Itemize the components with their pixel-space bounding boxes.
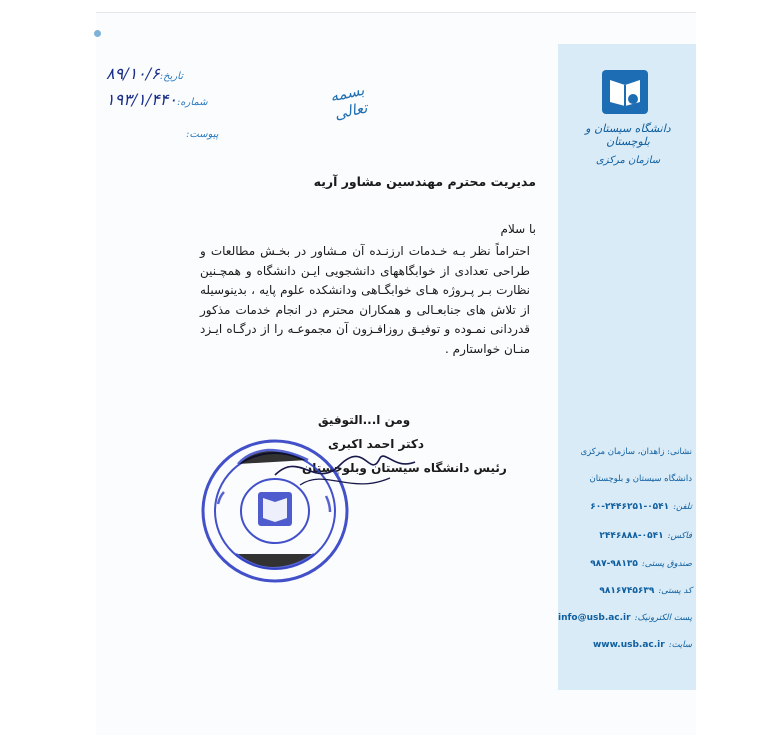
website-value: www.usb.ac.ir bbox=[592, 640, 665, 650]
number-row bbox=[100, 90, 208, 109]
phone-row bbox=[562, 502, 692, 512]
pobox-label: صندوق پستی: bbox=[641, 559, 692, 569]
date-value: ۸۹/۱۰/۶ bbox=[106, 64, 160, 83]
signer-name: دکتر احمد اکبری bbox=[328, 437, 425, 451]
postcode-label: کد پستی: bbox=[658, 586, 692, 596]
email-label: پست الکترونیک: bbox=[634, 613, 692, 623]
postcode-value: ۹۸۱۶۷۴۵۶۳۹ bbox=[599, 586, 655, 596]
handwritten-signature bbox=[270, 440, 420, 500]
letter-body: احتراماً نظر بـه خـدمات ارزنـده آن مـشاور در بخـش مطالعات و طراحی تعدادی از خوابگاههای دانشجویی ایـن دانشگاه و همچـنین نظارت بـر پـروژه هـای خوابگـاهی ودانشکده علوم پایه ، بدینوسیله از تلاش های جنابعـالی و همکاران محترم در انجام خدمات مذکور قدردانی نمـوده و توفیـق روزافـزون آن مجموعـه را از درگـاه ایـزد منـان خواستارم . bbox=[200, 244, 530, 356]
email-row bbox=[558, 613, 692, 623]
address-line-2: دانشگاه سیستان و بلوچستان bbox=[589, 474, 692, 484]
attachment-label: پیوست: bbox=[186, 129, 219, 140]
greeting: با سلام bbox=[500, 222, 536, 236]
number-value: ۱۹۳/۱/۴۴۰ bbox=[106, 90, 177, 109]
website-row bbox=[562, 640, 692, 650]
university-name: دانشگاه سیستان و بلوچستان bbox=[585, 122, 671, 148]
basmala: بسمه تعالی bbox=[328, 80, 369, 124]
date-row bbox=[100, 64, 183, 83]
email-value: info@usb.ac.ir bbox=[558, 613, 631, 623]
address-line-1: نشانی: زاهدان، سازمان مرکزی bbox=[580, 447, 692, 457]
binder-hole-mark bbox=[94, 30, 101, 37]
signer-title: رئیس دانشگاه سیستان وبلوچستان bbox=[302, 461, 507, 475]
attachment-row bbox=[186, 122, 219, 141]
pobox-value: ۹۸۱۳۵-۹۸۷ bbox=[590, 559, 638, 569]
website-label: سایت: bbox=[668, 640, 692, 650]
phone-value: ۰۵۴۱-۲۴۴۶۲۵۱-۶۰ bbox=[590, 502, 670, 512]
closing-phrase: ومن ا...التوفیق bbox=[318, 413, 411, 427]
date-label: تاریخ: bbox=[159, 71, 184, 82]
recipient: مدیریت محترم مهندسین مشاور آریه bbox=[313, 174, 536, 189]
postcode-row bbox=[562, 586, 692, 596]
university-logo-icon bbox=[600, 68, 650, 116]
fax-row bbox=[562, 531, 692, 541]
phone-label: تلفن: bbox=[673, 502, 692, 512]
fax-label: فاکس: bbox=[667, 531, 692, 541]
number-label: شماره: bbox=[176, 97, 208, 108]
org-name: سازمان مرکزی bbox=[595, 155, 661, 166]
fax-value: ۰۵۴۱-۲۴۴۶۸۸۸ bbox=[599, 531, 664, 541]
pobox-row bbox=[562, 559, 692, 569]
